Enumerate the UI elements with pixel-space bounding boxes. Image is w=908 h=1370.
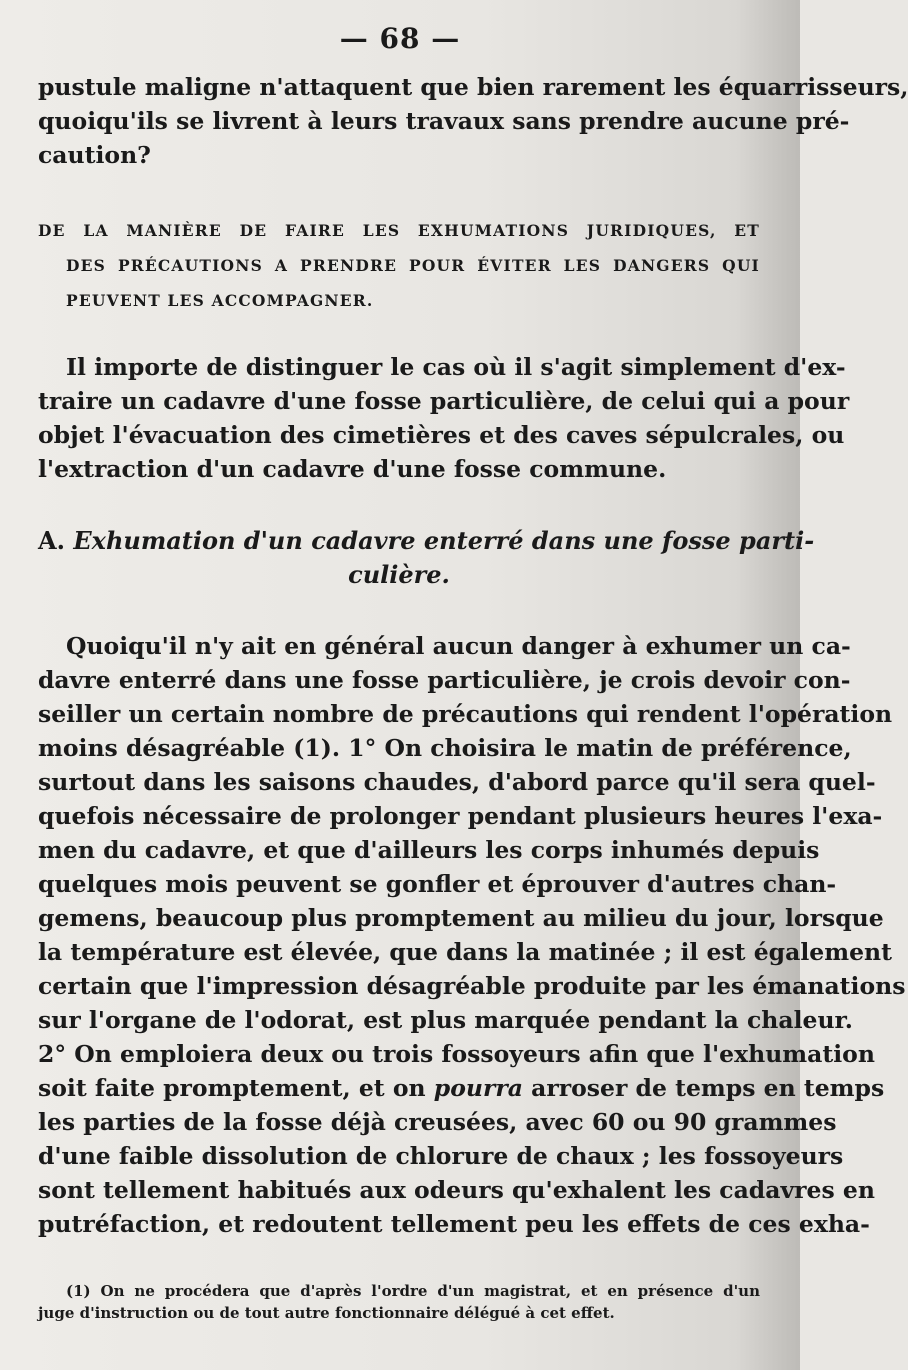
text-line: les parties de la fosse déjà creusées, avec 60 ou 90 grammes (38, 1108, 837, 1136)
text-line: 2° On emploiera deux ou trois fossoyeurs afin que l'exhumation (38, 1040, 875, 1068)
text-line: la température est élevée, que dans la matinée ; il est également (38, 938, 892, 966)
text-line: gemens, beaucoup plus promptement au milieu du jour, lorsque (38, 904, 884, 932)
subsection-title (38, 524, 815, 592)
footnote-line: juge d'instruction ou de tout autre fonctionnaire délégué à cet effet. (38, 1304, 615, 1322)
section-heading (38, 213, 760, 318)
subsection-title-line: Exhumation d'un cadavre enterré dans une fosse parti- (73, 526, 815, 555)
text-line: men du cadavre, et que d'ailleurs les corps inhumés depuis (38, 836, 820, 864)
text-line: quoiqu'ils se livrent à leurs travaux sans prendre aucune pré- (38, 107, 850, 135)
text-line: sont tellement habitués aux odeurs qu'exhalent les cadavres en (38, 1176, 875, 1204)
text-line: sur l'organe de l'odorat, est plus marquée pendant la chaleur. (38, 1006, 853, 1034)
text-line: traire un cadavre d'une fosse particulière, de celui qui a pour (38, 387, 850, 415)
text-line: quelques mois peuvent se gonfler et éprouver d'autres chan- (38, 870, 837, 898)
text-line: Il importe de distinguer le cas où il s'agit simplement d'ex- (66, 353, 846, 381)
text-line: caution? (38, 141, 151, 169)
heading-line: DES PRÉCAUTIONS A PRENDRE POUR ÉVITER LES DANGERS QUI (66, 256, 760, 275)
footnote (38, 1280, 760, 1324)
text-line: quefois nécessaire de prolonger pendant plusieurs heures l'exa- (38, 802, 883, 830)
text-line: surtout dans les saisons chaudes, d'abord parce qu'il sera quel- (38, 768, 876, 796)
text-line: objet l'évacuation des cimetières et des caves sépulcrales, ou (38, 421, 845, 449)
text-line: d'une faible dissolution de chlorure de chaux ; les fossoyeurs (38, 1142, 844, 1170)
text-line: seiller un certain nombre de précautions qui rendent l'opération (38, 700, 893, 728)
text-line-mixed (38, 1071, 885, 1105)
text-line: l'extraction d'un cadavre d'une fosse commune. (38, 455, 667, 483)
footnote-line: (1) On ne procédera que d'après l'ordre d'un magistrat, et en présence d'un (66, 1282, 760, 1300)
paragraph-intro (38, 350, 850, 486)
page-number: — 68 — (339, 22, 461, 55)
heading-line: PEUVENT LES ACCOMPAGNER. (66, 291, 374, 310)
text-line: Quoiqu'il n'y ait en général aucun danger à exhumer un ca- (66, 632, 851, 660)
paragraph-continued (38, 70, 908, 172)
heading-line: DE LA MANIÈRE DE FAIRE LES EXHUMATIONS JURIDIQUES, ET (38, 221, 760, 240)
paragraph-main (38, 629, 906, 1241)
italic-word: pourra (433, 1074, 523, 1102)
text-line: putréfaction, et redoutent tellement peu les effets de ces exha- (38, 1210, 870, 1238)
text-segment: soit faite promptement, et on (38, 1074, 426, 1102)
text-segment: arroser de temps en temps (531, 1074, 885, 1102)
text-line: certain que l'impression désagréable produite par les émanations (38, 972, 906, 1000)
subsection-title-line: culière. (348, 560, 450, 589)
text-line: moins désagréable (1). 1° On choisira le matin de préférence, (38, 734, 852, 762)
subsection-letter: A. (38, 526, 65, 555)
text-line: davre enterré dans une fosse particulière, je crois devoir con- (38, 666, 851, 694)
text-line: pustule maligne n'attaquent que bien rarement les équarrisseurs, (38, 73, 908, 101)
